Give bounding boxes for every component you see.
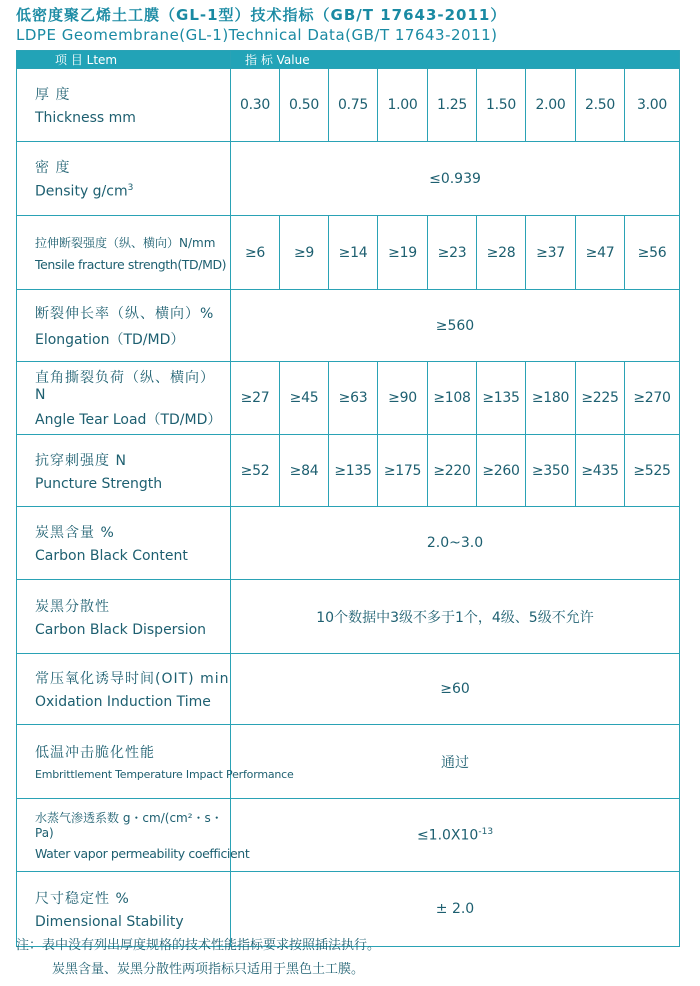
page-subtitle: LDPE Geomembrane(GL-1)Technical Data(GB/T 17643-2011) <box>16 26 498 44</box>
table-row <box>17 725 680 799</box>
table-row <box>17 142 680 216</box>
row-label-elongation: 断裂伸长率（纵、横向）% Elongation（TD/MD） <box>17 290 231 362</box>
row-label-carbon-dispersion: 炭黑分散性 Carbon Black Dispersion <box>17 580 231 654</box>
density-value: ≤0.939 <box>231 142 680 216</box>
tensile-value: ≥19 <box>378 216 428 290</box>
tear-value: ≥45 <box>280 362 329 435</box>
row-label-carbon-content: 炭黑含量 % Carbon Black Content <box>17 507 231 580</box>
table-row <box>17 290 680 362</box>
tensile-value: ≥9 <box>280 216 329 290</box>
thickness-value: 2.00 <box>526 69 576 142</box>
puncture-value: ≥175 <box>378 435 428 507</box>
header-item: 项 目 Ltem <box>17 51 231 69</box>
row-label-embrittlement: 低温冲击脆化性能 Embrittlement Temperature Impact Performance <box>17 725 231 799</box>
table-row <box>17 507 680 580</box>
puncture-value: ≥350 <box>526 435 576 507</box>
table-header <box>17 51 680 69</box>
thickness-value: 0.50 <box>280 69 329 142</box>
water-vapor-value: $\le 1.0X10^{-13}$ <box>231 799 680 872</box>
tear-value: ≥90 <box>378 362 428 435</box>
puncture-value: ≥260 <box>477 435 526 507</box>
row-label-tensile: 拉伸断裂强度（纵、横向）N/mm Tensile fracture strength(TD/MD) <box>17 216 231 290</box>
tensile-value: ≥6 <box>231 216 280 290</box>
tensile-value: ≥47 <box>576 216 625 290</box>
spec-table <box>16 50 680 947</box>
thickness-value: 0.30 <box>231 69 280 142</box>
tensile-value: ≥56 <box>625 216 680 290</box>
tear-value: ≥135 <box>477 362 526 435</box>
puncture-value: ≥435 <box>576 435 625 507</box>
thickness-value: 1.00 <box>378 69 428 142</box>
oit-value: ≥60 <box>231 654 680 725</box>
table-row <box>17 69 680 142</box>
table-row <box>17 216 680 290</box>
table-row <box>17 435 680 507</box>
row-label-dimensional: 尺寸稳定性 % Dimensional Stability <box>17 872 231 947</box>
elongation-value: ≥560 <box>231 290 680 362</box>
table-row <box>17 799 680 872</box>
table-row <box>17 362 680 435</box>
puncture-value: ≥220 <box>428 435 477 507</box>
table-row <box>17 654 680 725</box>
row-label-water-vapor: 水蒸气渗透系数 g・cm/(cm²・s・Pa) Water vapor permeability coefficient <box>17 799 231 872</box>
puncture-value: ≥52 <box>231 435 280 507</box>
puncture-value: ≥525 <box>625 435 680 507</box>
carbon-dispersion-value: 10个数据中3级不多于1个，4级、5级不允许 <box>231 580 680 654</box>
carbon-content-value: 2.0~3.0 <box>231 507 680 580</box>
tensile-value: ≥23 <box>428 216 477 290</box>
row-label-puncture: 抗穿刺强度 N Puncture Strength <box>17 435 231 507</box>
tear-value: ≥27 <box>231 362 280 435</box>
header-value: 指 标 Value <box>231 51 680 69</box>
footnote-line-2: 炭黑含量、炭黑分散性两项指标只适用于黑色土工膜。 <box>52 962 365 977</box>
tear-value: ≥225 <box>576 362 625 435</box>
thickness-value: 1.25 <box>428 69 477 142</box>
thickness-value: 1.50 <box>477 69 526 142</box>
table-row <box>17 580 680 654</box>
puncture-value: ≥84 <box>280 435 329 507</box>
tear-value: ≥270 <box>625 362 680 435</box>
tensile-value: ≥37 <box>526 216 576 290</box>
tear-value: ≥180 <box>526 362 576 435</box>
tensile-value: ≥28 <box>477 216 526 290</box>
row-label-oit: 常压氧化诱导时间(OIT) min Oxidation Induction Time <box>17 654 231 725</box>
thickness-value: 0.75 <box>329 69 378 142</box>
dimensional-value: ± 2.0 <box>231 872 680 947</box>
page-title: 低密度聚乙烯土工膜（GL-1型）技术指标（GB/T 17643-2011） <box>16 6 507 24</box>
tensile-value: ≥14 <box>329 216 378 290</box>
tear-value: ≥108 <box>428 362 477 435</box>
row-label-thickness: 厚 度 Thickness mm <box>17 69 231 142</box>
embrittlement-value: 通过 <box>231 725 680 799</box>
puncture-value: ≥135 <box>329 435 378 507</box>
row-label-density: 密 度 Density $g/cm^3$ <box>17 142 231 216</box>
tear-value: ≥63 <box>329 362 378 435</box>
thickness-value: 3.00 <box>625 69 680 142</box>
footnote-line-1: 注：表中没有列出厚度规格的技术性能指标要求按照插法执行。 <box>16 938 381 953</box>
row-label-tear: 直角撕裂负荷（纵、横向） N Angle Tear Load（TD/MD） <box>17 362 231 435</box>
thickness-value: 2.50 <box>576 69 625 142</box>
